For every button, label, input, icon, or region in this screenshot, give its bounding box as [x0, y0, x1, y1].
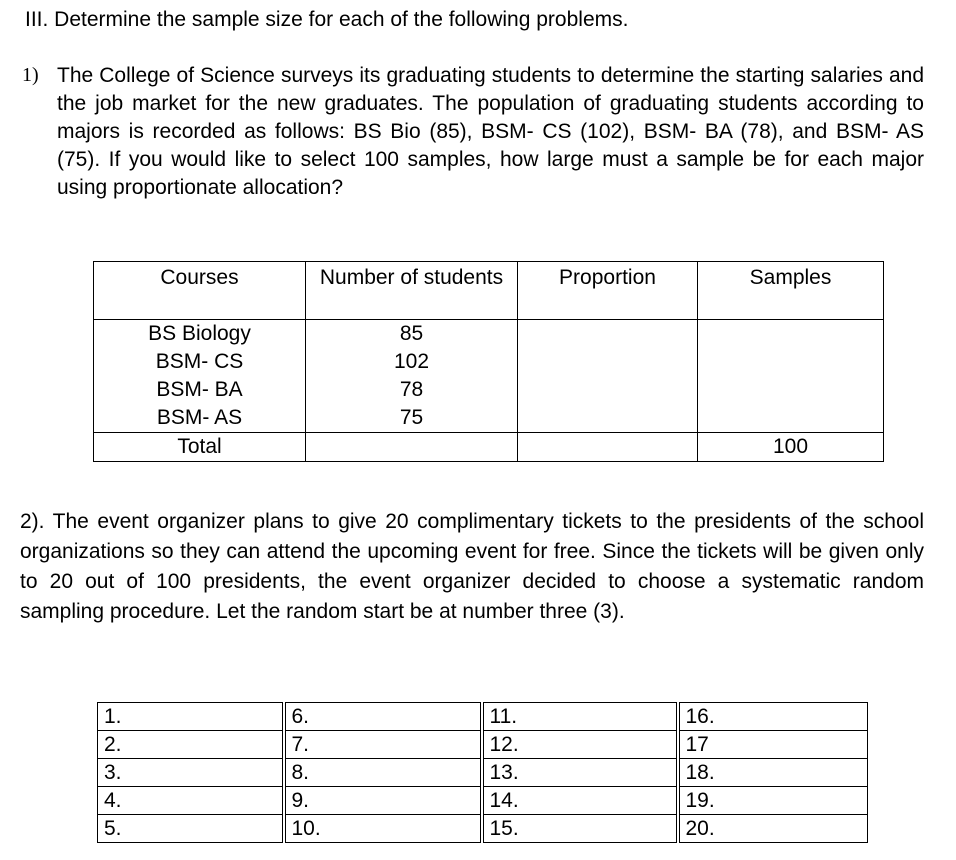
- total-samples: 100: [698, 433, 884, 462]
- number-cell[interactable]: 2.: [98, 731, 284, 759]
- course-cell: BS Biology: [94, 320, 306, 349]
- number-cell[interactable]: 12.: [482, 731, 678, 759]
- proportion-cell[interactable]: [518, 404, 698, 433]
- number-cell[interactable]: 15.: [482, 815, 678, 843]
- header-number-of-students: Number of students: [306, 262, 518, 320]
- question-1-number: 1): [22, 64, 39, 86]
- number-cell[interactable]: 11.: [482, 703, 678, 731]
- number-cell[interactable]: 10.: [284, 815, 482, 843]
- students-cell: 78: [306, 376, 518, 404]
- table-row: [98, 815, 868, 843]
- table-row: [94, 348, 884, 376]
- number-cell[interactable]: 3.: [98, 759, 284, 787]
- proportion-cell[interactable]: [518, 376, 698, 404]
- course-cell: BSM- BA: [94, 376, 306, 404]
- header-proportion: Proportion: [518, 262, 698, 320]
- question-1: [22, 62, 924, 202]
- question-2-text: 2). The event organizer plans to give 20 complimentary tickets to the presidents of the school organizations so they can attend the upcoming event for free. Since the tickets will be given only to 20 out of 100 presidents, the event organizer decided to choose a systematic random sampling procedure. Let the random start be at number three (3).: [20, 510, 924, 623]
- samples-cell[interactable]: [698, 376, 884, 404]
- allocation-table: [93, 261, 884, 462]
- samples-cell[interactable]: [698, 348, 884, 376]
- students-cell: 102: [306, 348, 518, 376]
- students-cell: 75: [306, 404, 518, 433]
- table-row: [98, 703, 868, 731]
- total-row: [94, 433, 884, 462]
- proportion-cell[interactable]: [518, 348, 698, 376]
- number-cell[interactable]: 18.: [678, 759, 868, 787]
- header-samples: Samples: [698, 262, 884, 320]
- header-courses: Courses: [94, 262, 306, 320]
- question-1-text: The College of Science surveys its graduating students to determine the starting salaries and the job market for the new graduates. The population of graduating students according to majors is recorded as follows: BS Bio (85), BSM- CS (102), BSM- BA (78), and BSM- AS (75). If you would like to select 100 samples, how large must a sample be for each major using proportionate allocation?: [57, 64, 924, 199]
- samples-cell[interactable]: [698, 320, 884, 349]
- course-cell: BSM- AS: [94, 404, 306, 433]
- number-cell[interactable]: 14.: [482, 787, 678, 815]
- section-heading: III. Determine the sample size for each of the following problems.: [25, 8, 629, 31]
- number-cell[interactable]: 16.: [678, 703, 868, 731]
- course-cell: BSM- CS: [94, 348, 306, 376]
- ticket-number-table: [97, 702, 868, 843]
- number-cell[interactable]: 19.: [678, 787, 868, 815]
- table-row: [94, 376, 884, 404]
- samples-cell[interactable]: [698, 404, 884, 433]
- table-row: [98, 787, 868, 815]
- number-cell[interactable]: 6.: [284, 703, 482, 731]
- proportion-cell[interactable]: [518, 320, 698, 349]
- total-students-cell[interactable]: [306, 433, 518, 462]
- table-row: [94, 320, 884, 349]
- total-proportion-cell[interactable]: [518, 433, 698, 462]
- students-cell: 85: [306, 320, 518, 349]
- table-row: [94, 404, 884, 433]
- number-cell[interactable]: 9.: [284, 787, 482, 815]
- table-row: [98, 759, 868, 787]
- number-cell[interactable]: 5.: [98, 815, 284, 843]
- number-cell[interactable]: 17: [678, 731, 868, 759]
- total-label: Total: [94, 433, 306, 462]
- number-cell[interactable]: 8.: [284, 759, 482, 787]
- table-row: [98, 731, 868, 759]
- number-cell[interactable]: 7.: [284, 731, 482, 759]
- number-cell[interactable]: 1.: [98, 703, 284, 731]
- number-cell[interactable]: 20.: [678, 815, 868, 843]
- number-cell[interactable]: 13.: [482, 759, 678, 787]
- number-cell[interactable]: 4.: [98, 787, 284, 815]
